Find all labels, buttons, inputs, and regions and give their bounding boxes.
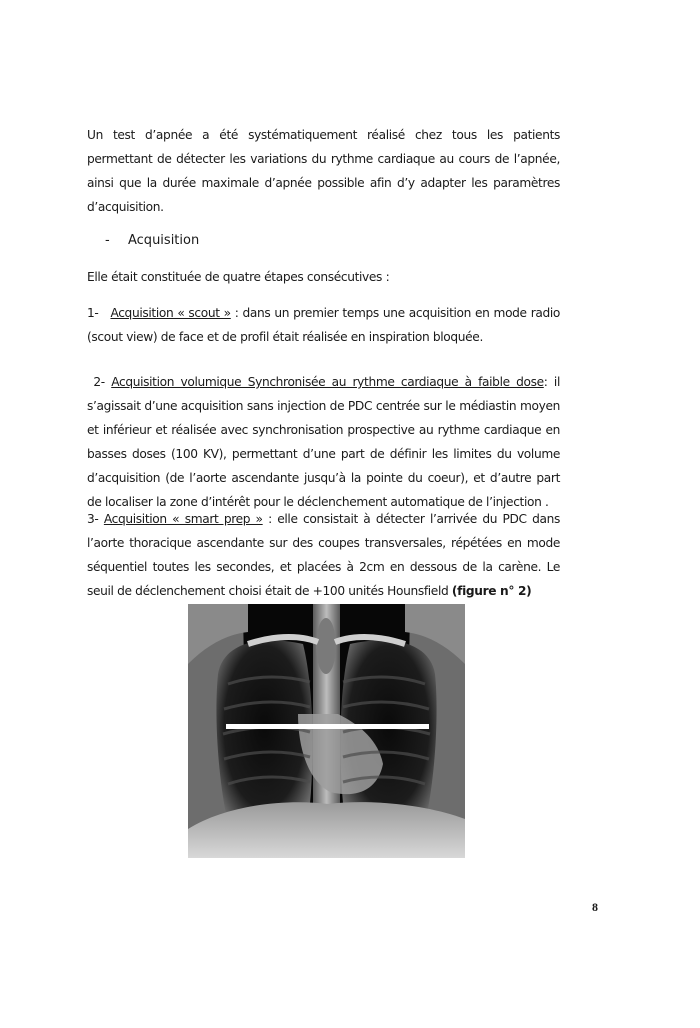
section-heading-acquisition — [105, 229, 199, 253]
step-1-paragraph — [87, 301, 560, 349]
chest-xray-drawing — [188, 604, 465, 858]
figure-reference: (figure n° 2) — [451, 584, 532, 598]
heading-bullet: - — [105, 233, 110, 248]
paragraph-apnea-test: Un test d’apnée a été systématiquement réalisé chez tous les patients permettant de détecter les variations du rythme cardiaque au cours de l’apnée, ainsi que la durée maximale d’apnée possible afin d’y adapter les paramètres d’acquisition. — [87, 128, 560, 214]
step-3-text: : elle consistait à détecter l’arrivée du PDC dans l’aorte thoracique ascendante sur des coupes transversales, répétées en mode séquentiel toutes les secondes, et placées à 2cm en dessous de la carène. Le seuil de déclenchement choisi était de +100 unités Hounsfield — [87, 512, 560, 598]
heading-title: Acquisition — [128, 233, 200, 248]
step-3-title: Acquisition « smart prep » — [103, 512, 263, 526]
step-1-title: Acquisition « scout » — [110, 306, 231, 320]
step-1-number: 1- — [87, 306, 99, 320]
intro-paragraph: Elle était constituée de quatre étapes consécutives : — [87, 270, 390, 284]
step-2-title: Acquisition volumique Synchronisée au rythme cardiaque à faible dose — [111, 375, 544, 389]
step-3-paragraph — [87, 507, 560, 603]
step-3-number: 3- — [87, 512, 99, 526]
step-1-text: : dans un premier temps une acquisition en mode radio (scout view) de face et de profil était réalisée en inspiration bloquée. — [87, 306, 561, 344]
step-2-paragraph — [87, 370, 560, 514]
step-2-number: 2- — [93, 375, 105, 389]
step-2-text: : il s’agissait d’une acquisition sans injection de PDC centrée sur le médiastin moyen et inférieur et réalisée avec synchronisation prospective au rythme cardiaque en basses doses (100 KV), permettant d’une part de définir les limites du volume d’acquisition (de l’aorte ascendante jusqu’à la pointe du coeur), et d’autre part de localiser la zone d’intérêt pour le déclenchement automatique de l’injection . — [87, 375, 560, 509]
page-number: 8 — [592, 900, 598, 914]
chest-xray-image — [188, 604, 465, 858]
